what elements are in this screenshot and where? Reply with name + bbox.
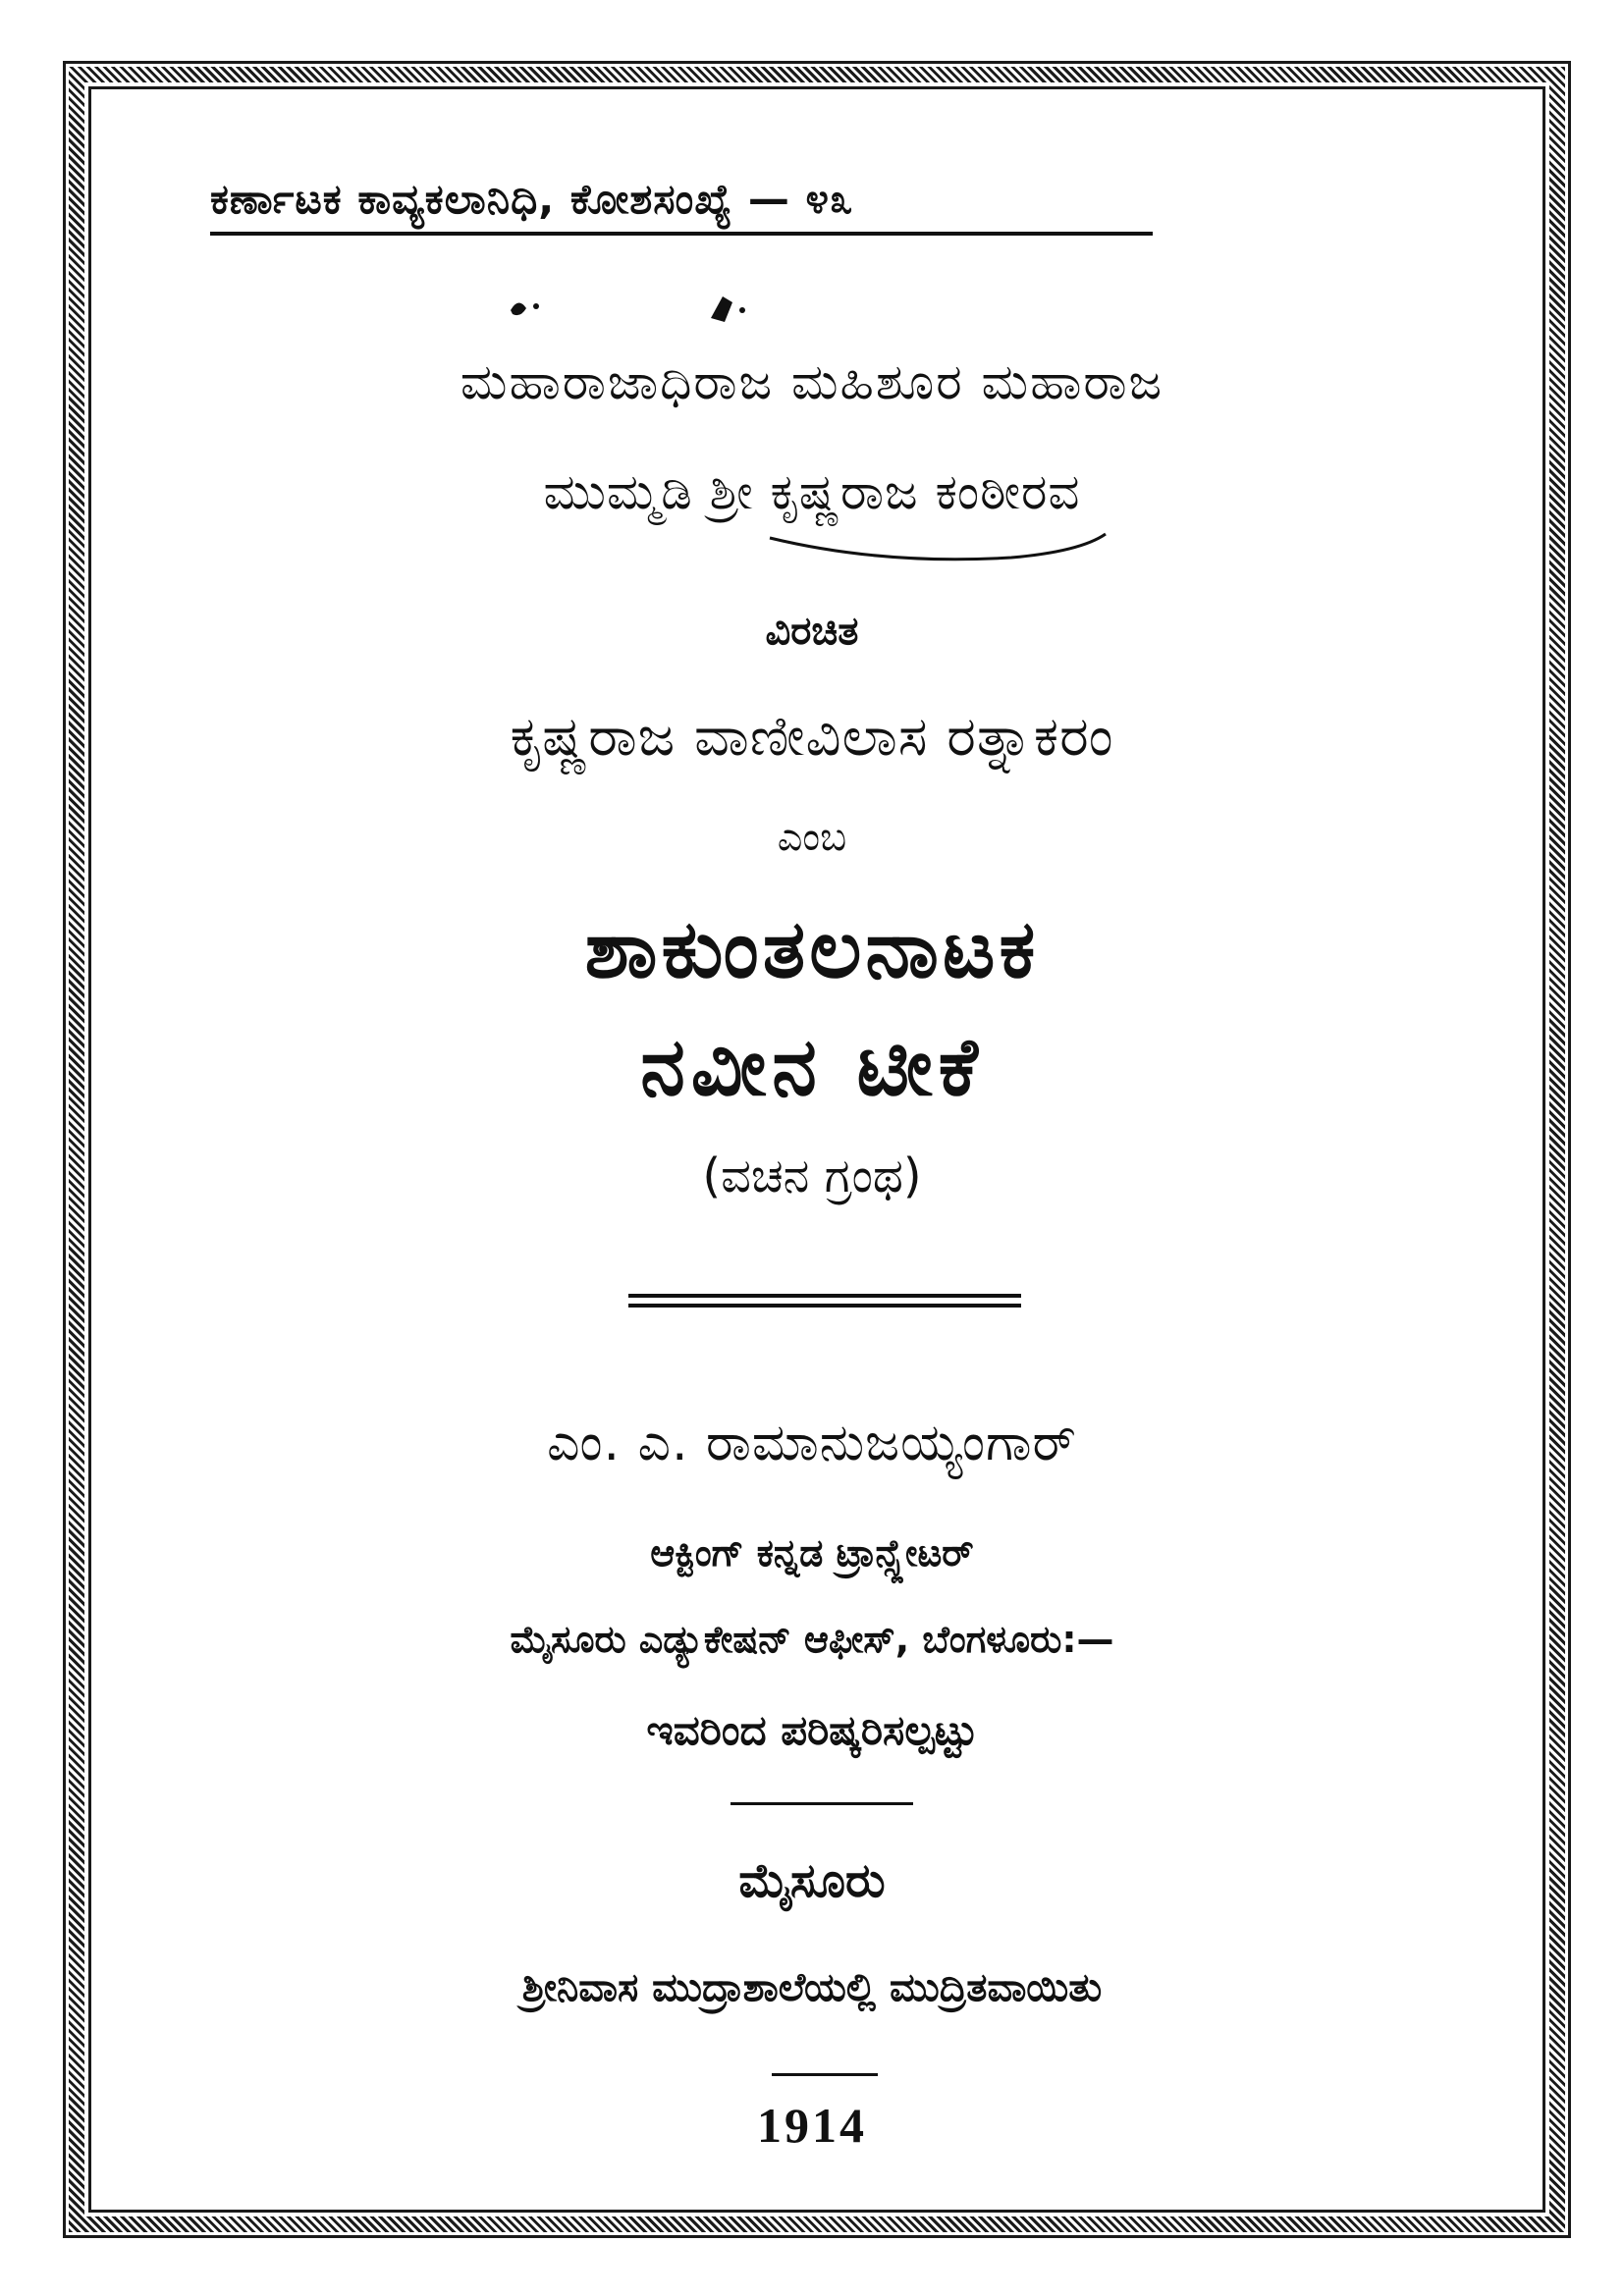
rule-bottom <box>628 1304 1021 1308</box>
connector-word: ಎಂಬ <box>777 815 847 860</box>
composed-by: ವಿರಚಿತ <box>765 609 859 654</box>
work-name: ಕೃಷ್ಣರಾಜ ವಾಣೀವಿಲಾಸ ರತ್ನಾಕರಂ <box>510 705 1114 769</box>
series-text: ಕರ್ಣಾಟಕ ಕಾವ್ಯಕಲಾನಿಧಿ, ಕೋಶಸಂಖ್ಯೆ — ೪೩ <box>210 175 854 223</box>
swash-underline <box>766 528 1110 567</box>
author-office: ಮೈಸೂರು ಎಡ್ಯುಕೇಷನ್ ಆಫೀಸ್, ಬೆಂಗಳೂರು:— <box>510 1618 1114 1661</box>
revised-by: ಇವರಿಂದ ಪರಿಷ್ಕರಿಸಲ್ಪಟ್ಟು <box>646 1706 978 1754</box>
author-role: ಆಕ್ಟಿಂಗ್ ಕನ್ನಡ ಟ್ರಾನ್ಸ್ಲೇಟರ್ <box>650 1531 974 1575</box>
short-rule-divider <box>731 1802 913 1805</box>
rule-top <box>628 1294 1021 1298</box>
author-name: ಎಂ. ಎ. ರಾಮಾನುಜಯ್ಯಂಗಾರ್ <box>547 1414 1077 1472</box>
genre-label: (ವಚನ ಗ್ರಂಥ) <box>702 1148 922 1203</box>
ornament-marks <box>501 289 756 328</box>
publication-place: ಮೈಸೂರು <box>738 1853 886 1908</box>
main-title-line-2: ನವೀನ ಟೀಕೆ <box>640 1021 984 1114</box>
series-header <box>210 167 1153 230</box>
series-underline <box>210 232 1153 236</box>
printer-line: ಶ್ರೀನಿವಾಸ ಮುದ್ರಾಶಾಲೆಯಲ್ಲಿ ಮುದ್ರಿತವಾಯಿತು <box>521 1965 1103 2010</box>
patron-line-2: ಮುಮ್ಮಡಿ ಶ್ರೀ ಕೃಷ್ಣರಾಜ ಕಂಠೀರವ <box>543 463 1081 520</box>
publication-year: 1914 <box>757 2098 867 2153</box>
patron-line-1: ಮಹಾರಾಜಾಧಿರಾಜ ಮಹಿಶೂರ ಮಹಾರಾಜ <box>460 353 1164 410</box>
main-title-line-1: ಶಾಕುಂತಲನಾಟಕ <box>584 903 1040 996</box>
tiny-rule-divider <box>772 2073 878 2076</box>
double-rule-divider <box>628 1294 1021 1313</box>
